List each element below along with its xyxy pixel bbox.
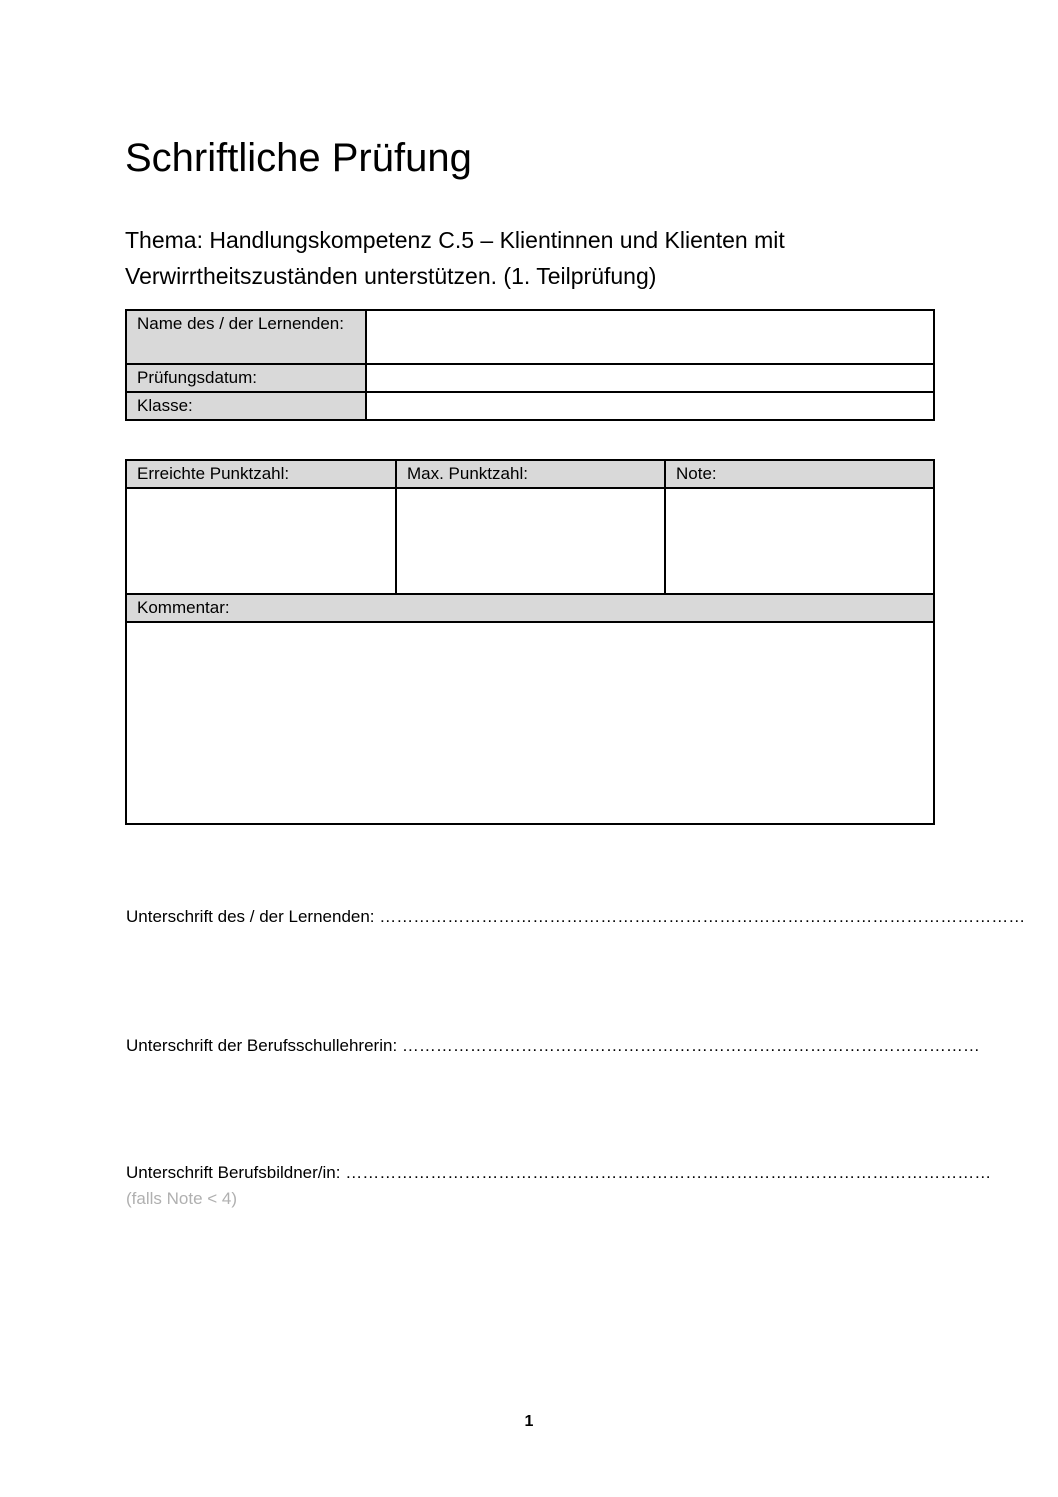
date-label: Prüfungsdatum: <box>126 364 366 392</box>
comment-label: Kommentar: <box>126 594 934 622</box>
learner-signature-dots[interactable]: …………………………………………………………………………………………………… <box>379 907 1026 926</box>
achieved-points-field[interactable] <box>126 488 396 594</box>
date-field[interactable] <box>366 364 934 392</box>
document-subtitle: Thema: Handlungskompetenz C.5 – Klientinnen und Klienten mit Verwirrtheitszuständen unterstützen. (1. Teilprüfung) <box>125 227 785 289</box>
page-number: 1 <box>524 1413 534 1430</box>
name-label: Name des / der Lernenden: <box>126 310 366 364</box>
trainer-signature-label: Unterschrift Berufsbildner/in: <box>126 1163 341 1182</box>
score-table <box>125 459 935 825</box>
name-field[interactable] <box>366 310 934 364</box>
class-field[interactable] <box>366 392 934 420</box>
max-points-label: Max. Punktzahl: <box>396 460 665 488</box>
trainer-signature-hint: (falls Note < 4) <box>126 1189 238 1208</box>
achieved-points-label: Erreichte Punktzahl: <box>126 460 396 488</box>
teacher-signature-line <box>126 1035 980 1057</box>
student-info-table <box>125 309 935 421</box>
trainer-signature-dots[interactable]: …………………………………………………………………………………………………… <box>345 1163 992 1182</box>
learner-signature-line <box>126 906 1025 928</box>
class-label: Klasse: <box>126 392 366 420</box>
trainer-signature-line <box>126 1162 991 1184</box>
teacher-signature-dots[interactable]: ………………………………………………………………………………………… <box>401 1036 980 1055</box>
teacher-signature-label: Unterschrift der Berufsschullehrerin: <box>126 1036 398 1055</box>
document-title: Schriftliche Prüfung <box>125 136 472 180</box>
learner-signature-label: Unterschrift des / der Lernenden: <box>126 907 375 926</box>
comment-field[interactable] <box>126 622 934 824</box>
grade-field[interactable] <box>665 488 934 594</box>
max-points-field[interactable] <box>396 488 665 594</box>
grade-label: Note: <box>665 460 934 488</box>
